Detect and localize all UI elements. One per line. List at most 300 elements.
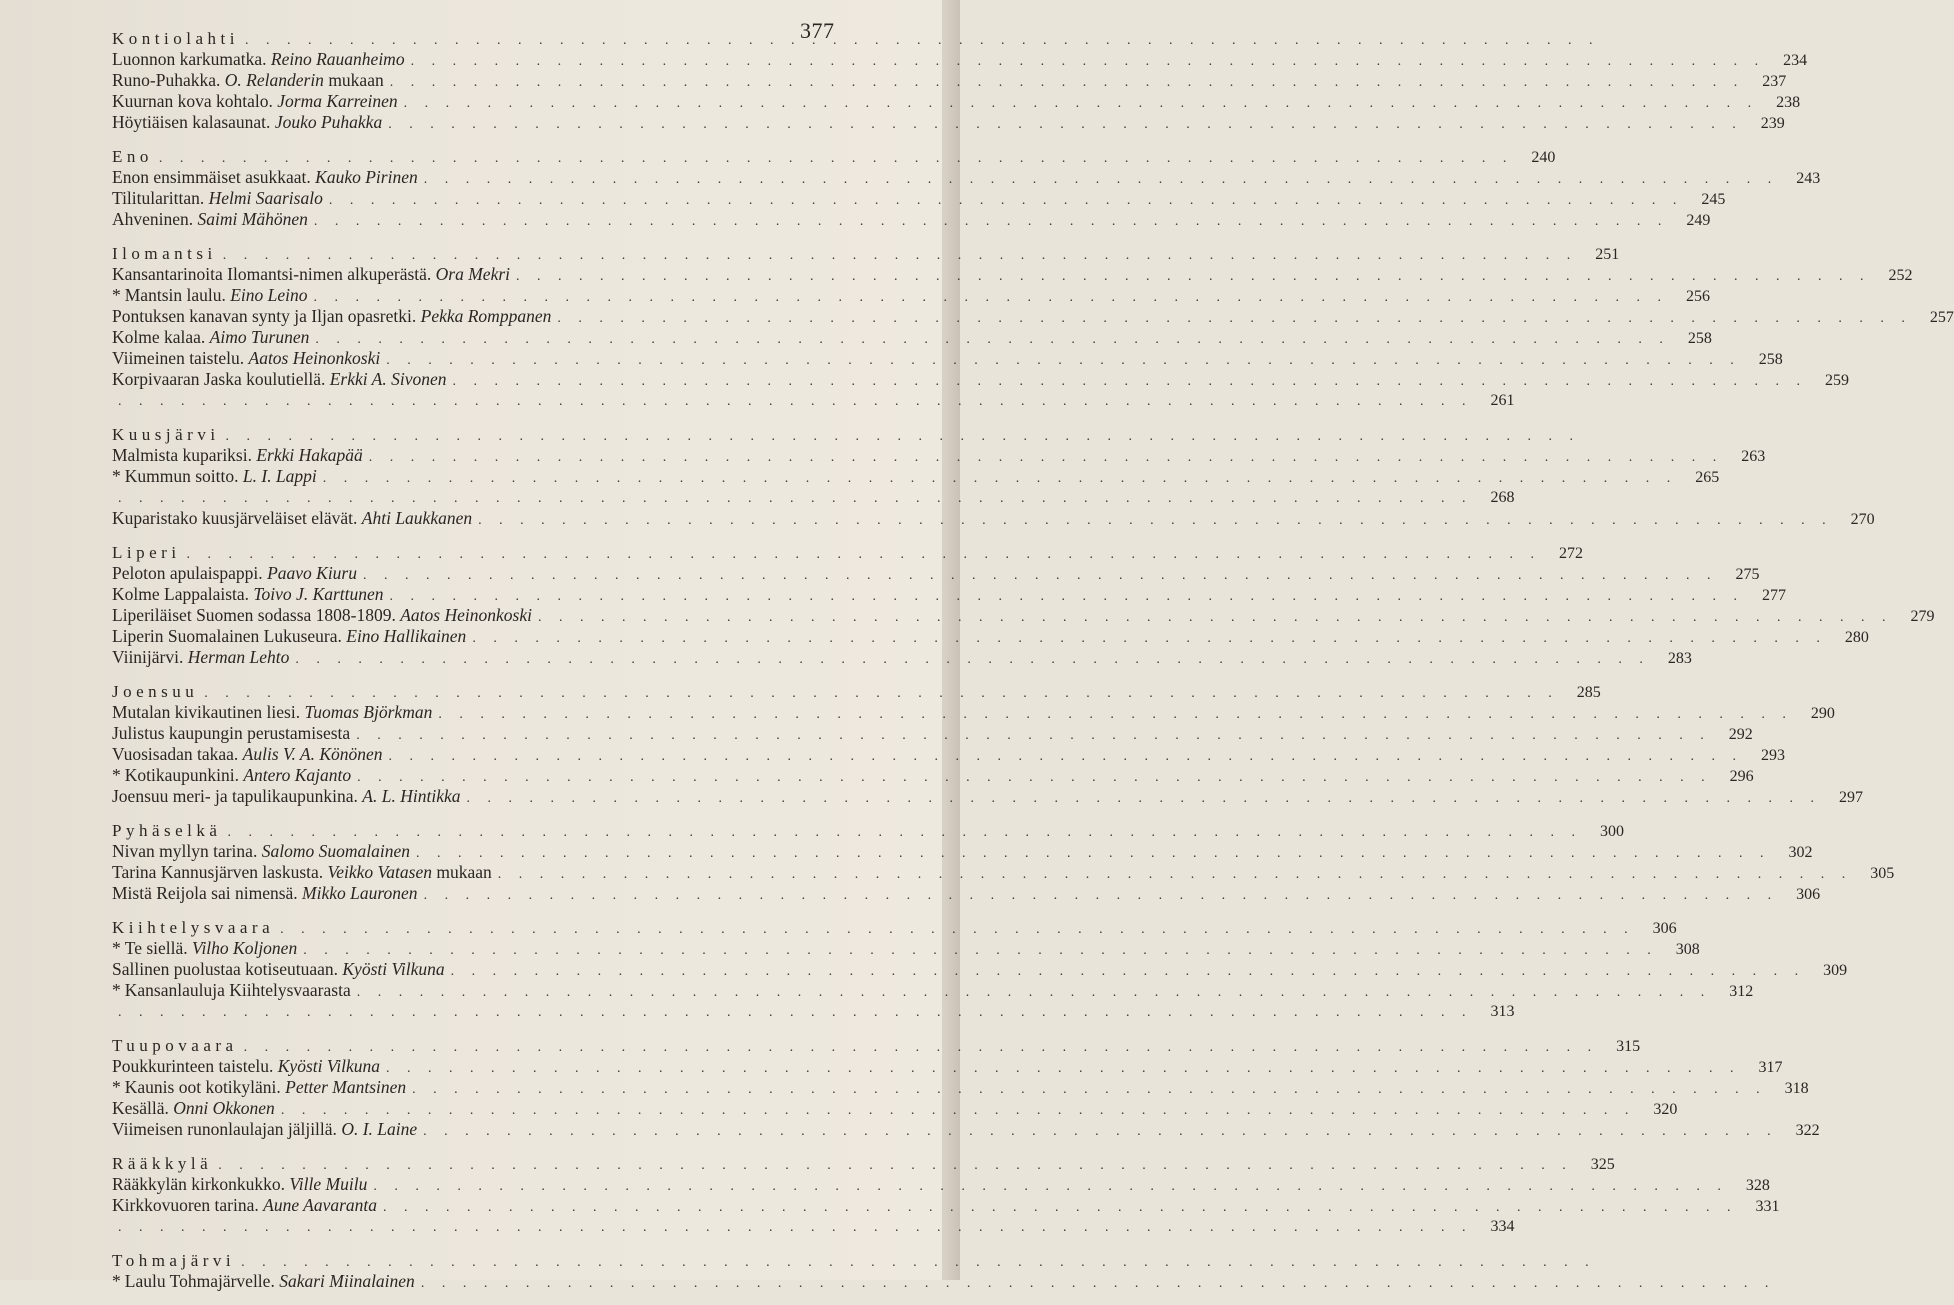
- dot-leader: [390, 586, 1745, 607]
- entry-title: Poukkurinteen taistelu.: [112, 1056, 274, 1076]
- entry-page-number: 331: [1755, 1198, 1780, 1215]
- entry-text: [112, 445, 363, 466]
- entry-title: Rääkkylän kirkonkukko.: [112, 1174, 286, 1194]
- toc-entry: [112, 786, 1863, 807]
- toc-entry: [112, 605, 1935, 626]
- entry-title: Viimeisen runonlaulajan jäljillä.: [112, 1119, 337, 1139]
- dot-leader: [118, 1217, 1473, 1238]
- entry-page-number: 308: [1675, 941, 1700, 958]
- entry-author: Aatos Heinonkoski: [248, 348, 381, 368]
- entry-text: [112, 306, 551, 327]
- entry-text: [112, 209, 308, 230]
- dot-leader: [281, 1100, 1636, 1121]
- toc-entry: [112, 1174, 1770, 1195]
- entry-text: [112, 167, 418, 188]
- dot-leader: [280, 919, 1635, 940]
- entry-page-number: 257: [1929, 309, 1954, 326]
- entry-author: Kauko Pirinen: [315, 167, 418, 187]
- dot-leader: [118, 1002, 1473, 1023]
- entry-text: [112, 188, 323, 209]
- toc-entry: [112, 390, 1515, 411]
- entry-title: Kesällä.: [112, 1098, 169, 1118]
- entry-page-number: 252: [1888, 267, 1913, 284]
- section-heading: [112, 243, 1620, 264]
- entry-page-number: 265: [1695, 469, 1720, 486]
- dot-leader: [118, 391, 1473, 412]
- entry-text: [112, 327, 309, 348]
- dot-leader: [329, 190, 1684, 211]
- toc-entry: [112, 841, 1813, 862]
- entry-text: [112, 980, 351, 1001]
- dot-leader: [323, 468, 1678, 489]
- page-number: 377: [800, 18, 835, 43]
- toc-entry: [112, 1195, 1780, 1216]
- entry-author: Helmi Saarisalo: [208, 188, 323, 208]
- poem-marker: *: [112, 980, 121, 1000]
- entry-page-number: 313: [1490, 1003, 1515, 1020]
- toc-entry: [112, 112, 1785, 133]
- section-page-number: 306: [1652, 920, 1677, 937]
- entry-text: [112, 786, 460, 807]
- toc-section: [112, 681, 1863, 807]
- entry-author: Herman Lehto: [187, 647, 290, 667]
- entry-author: Kyösti Vilkuna: [277, 1056, 380, 1076]
- entry-page-number: 283: [1667, 650, 1692, 667]
- dot-leader: [227, 822, 1582, 843]
- entry-page-number: 270: [1850, 511, 1875, 528]
- toc-entry: [112, 209, 1711, 230]
- dot-leader: [357, 982, 1712, 1003]
- entry-page-number: 296: [1729, 768, 1754, 785]
- entry-title: Vuosisadan takaa.: [112, 744, 239, 764]
- section-title: Kuusjärvi: [112, 425, 220, 444]
- entry-title: Enon ensimmäiset asukkaat.: [112, 167, 311, 187]
- entry-title: Kansanlauluja Kiihtelysvaarasta: [124, 980, 351, 1000]
- dot-leader: [538, 607, 1893, 628]
- toc-entry: [112, 723, 1753, 744]
- dot-leader: [314, 287, 1669, 308]
- toc-entry: [112, 1001, 1515, 1022]
- entry-title: Laulu Tohmajärvelle.: [124, 1271, 275, 1291]
- toc-entry: [112, 487, 1515, 508]
- entry-author: Pekka Romppanen: [420, 306, 552, 326]
- entry-title: Nivan myllyn tarina.: [112, 841, 258, 861]
- entry-page-number: 290: [1810, 705, 1835, 722]
- entry-author: Erkki A. Sivonen: [329, 369, 447, 389]
- entry-page-number: 306: [1796, 886, 1821, 903]
- entry-text: [112, 1195, 377, 1216]
- dot-leader: [451, 961, 1806, 982]
- dot-leader: [416, 843, 1771, 864]
- toc-entry: [112, 167, 1821, 188]
- toc-entry: [112, 1098, 1678, 1119]
- dot-leader: [383, 1197, 1738, 1218]
- dot-leader: [498, 864, 1853, 885]
- entry-author: Eino Hallikainen: [346, 626, 467, 646]
- entry-text: [112, 647, 289, 668]
- entry-title: Pontuksen kanavan synty ja Iljan opasretki.: [112, 306, 417, 326]
- toc-entry: [112, 702, 1835, 723]
- entry-author: Jouko Puhakka: [274, 112, 383, 132]
- dot-leader: [478, 510, 1833, 531]
- entry-page-number: 234: [1783, 52, 1808, 69]
- toc-entry: [112, 563, 1760, 584]
- entry-author: Eino Leino: [230, 285, 308, 305]
- entry-text: [112, 605, 532, 626]
- entry-text: [112, 348, 380, 369]
- dot-leader: [373, 1176, 1728, 1197]
- entry-title: Kolme kalaa.: [112, 327, 206, 347]
- dot-leader: [363, 565, 1718, 586]
- entry-author: Ora Mekri: [435, 264, 511, 284]
- entry-text: [112, 1174, 367, 1195]
- entry-text: [112, 91, 398, 112]
- dot-leader: [438, 704, 1793, 725]
- entry-page-number: 261: [1490, 392, 1515, 409]
- dot-leader: [466, 788, 1821, 809]
- dot-leader: [453, 371, 1808, 392]
- toc-entry: [112, 938, 1700, 959]
- section-heading: [112, 542, 1584, 563]
- entry-page-number: 245: [1701, 191, 1726, 208]
- entry-page-number: 302: [1788, 844, 1813, 861]
- entry-page-number: 305: [1870, 865, 1895, 882]
- dot-leader: [388, 114, 1743, 135]
- entry-page-number: 243: [1796, 170, 1821, 187]
- dot-leader: [516, 266, 1871, 287]
- poem-marker: *: [112, 285, 121, 305]
- entry-page-number: 256: [1686, 288, 1711, 305]
- toc-section: [112, 1153, 1780, 1237]
- section-heading: [112, 1250, 792, 1271]
- toc-section: [112, 424, 1875, 529]
- toc-entry: [112, 70, 1787, 91]
- section-page-number: 315: [1616, 1038, 1641, 1055]
- entry-title: Kirkkovuoren tarina.: [112, 1195, 259, 1215]
- section-title: Liperi: [112, 543, 181, 562]
- section-heading: [112, 1153, 1615, 1174]
- entry-page-number: 258: [1687, 330, 1712, 347]
- entry-author: Petter Mantsinen: [285, 1077, 407, 1097]
- entry-text: [112, 626, 466, 647]
- toc-entry: [112, 1119, 1820, 1140]
- entry-text: [112, 959, 445, 980]
- entry-page-number: 239: [1760, 115, 1785, 132]
- entry-title: Mutalan kivikautinen liesi.: [112, 702, 301, 722]
- section-page-number: 300: [1599, 823, 1624, 840]
- dot-leader: [159, 148, 1514, 169]
- section-title: Ilomantsi: [112, 244, 217, 263]
- dot-leader: [241, 1252, 1596, 1273]
- entry-text: [112, 285, 308, 306]
- entry-author: O. I. Laine: [341, 1119, 418, 1139]
- entry-title: Kolme Lappalaista.: [112, 584, 250, 604]
- toc-entry: [112, 369, 1850, 390]
- toc-entry: [112, 91, 1801, 112]
- toc-entry: [112, 306, 1954, 327]
- entry-author: Aimo Turunen: [209, 327, 310, 347]
- section-page-number: 251: [1595, 246, 1620, 263]
- toc-section: [112, 146, 1821, 230]
- dot-leader: [356, 725, 1711, 746]
- toc-section: [112, 243, 1954, 411]
- dot-leader: [472, 628, 1827, 649]
- entry-author: Veikko Vatasen: [327, 862, 432, 882]
- entry-title: Liperiläiset Suomen sodassa 1808-1809.: [112, 605, 396, 625]
- section-heading: [112, 917, 1677, 938]
- entry-text: [112, 1056, 380, 1077]
- entry-page-number: 328: [1745, 1177, 1770, 1194]
- dot-leader: [245, 30, 1600, 51]
- section-page-number: 240: [1531, 149, 1556, 166]
- entry-page-number: 263: [1741, 448, 1766, 465]
- section-heading: [112, 424, 792, 445]
- entry-text: [112, 723, 350, 744]
- dot-leader: [423, 1121, 1778, 1142]
- entry-text: [112, 369, 447, 390]
- section-heading: [112, 681, 1601, 702]
- entry-suffix: mukaan: [328, 70, 384, 90]
- entry-page-number: 268: [1490, 489, 1515, 506]
- entry-title: Korpivaaran Jaska koulutiellä.: [112, 369, 326, 389]
- entry-text: [112, 765, 351, 786]
- dot-leader: [315, 329, 1670, 350]
- toc-section: [112, 542, 1935, 668]
- section-title: Tuupovaara: [112, 1036, 238, 1055]
- toc-entry: [112, 626, 1869, 647]
- entry-title: Viimeinen taistelu.: [112, 348, 245, 368]
- entry-title: Joensuu meri- ja tapulikaupunkina.: [112, 786, 358, 806]
- poem-marker: *: [112, 1077, 121, 1097]
- entry-title: Ahveninen.: [112, 209, 194, 229]
- toc-entry: [112, 1271, 792, 1292]
- dot-leader: [411, 51, 1766, 72]
- toc-entry: [112, 188, 1726, 209]
- toc-section: [112, 820, 1895, 904]
- entry-text: [112, 508, 472, 529]
- dot-leader: [386, 350, 1741, 371]
- dot-leader: [314, 211, 1669, 232]
- entry-page-number: 318: [1784, 1080, 1809, 1097]
- dot-leader: [389, 746, 1744, 767]
- toc-entry: [112, 862, 1895, 883]
- entry-title: Luonnon karkumatka.: [112, 49, 267, 69]
- toc-entry: [112, 49, 1808, 70]
- entry-author: Antero Kajanto: [243, 765, 352, 785]
- dot-leader: [404, 93, 1759, 114]
- dot-leader: [118, 488, 1473, 509]
- entry-title: Kummun soitto.: [124, 466, 239, 486]
- dot-leader: [226, 426, 1581, 447]
- entry-page-number: 237: [1762, 73, 1787, 90]
- entry-page-number: 280: [1844, 629, 1869, 646]
- entry-title: Mantsin laulu.: [124, 285, 226, 305]
- entry-page-number: 320: [1653, 1101, 1678, 1118]
- toc-entry: [112, 348, 1783, 369]
- toc-entry: [112, 1077, 1809, 1098]
- poem-marker: *: [112, 1271, 121, 1291]
- entry-page-number: 249: [1686, 212, 1711, 229]
- entry-title: Kuparistako kuusjärveläiset elävät.: [112, 508, 358, 528]
- dot-leader: [424, 169, 1779, 190]
- toc-entry: [112, 285, 1711, 306]
- entry-author: Kyösti Vilkuna: [342, 959, 445, 979]
- dot-leader: [557, 308, 1912, 329]
- entry-text: [112, 1077, 406, 1098]
- dot-leader: [390, 72, 1745, 93]
- entry-text: [112, 49, 405, 70]
- entry-author: Aune Aavaranta: [263, 1195, 378, 1215]
- entry-text: [112, 1271, 415, 1292]
- section-title: Rääkkylä: [112, 1154, 213, 1173]
- entry-title: Runo-Puhakka.: [112, 70, 221, 90]
- poem-marker: *: [112, 765, 121, 785]
- entry-title: Tilitularittan.: [112, 188, 205, 208]
- entry-author: Aatos Heinonkoski: [400, 605, 532, 625]
- entry-page-number: 259: [1825, 372, 1850, 389]
- entry-author: L. I. Lappi: [242, 466, 317, 486]
- entry-author: Salomo Suomalainen: [261, 841, 410, 861]
- toc-entry: [112, 765, 1754, 786]
- entry-page-number: 275: [1735, 566, 1760, 583]
- entry-author: Jorma Karreinen: [277, 91, 398, 111]
- toc-entry: [112, 327, 1712, 348]
- entry-page-number: 317: [1758, 1059, 1783, 1076]
- toc-entry: [112, 466, 1720, 487]
- dot-leader: [218, 1155, 1573, 1176]
- entry-author: Ville Muilu: [289, 1174, 368, 1194]
- entry-author: Paavo Kiuru: [267, 563, 357, 583]
- entry-author: Saimi Mähönen: [197, 209, 308, 229]
- entry-author: A. L. Hintikka: [362, 786, 461, 806]
- entry-author: Reino Rauanheimo: [270, 49, 405, 69]
- section-heading: [112, 820, 1624, 841]
- entry-title: Tarina Kannusjärven laskusta.: [112, 862, 324, 882]
- entry-page-number: 258: [1758, 351, 1783, 368]
- toc-entry: [112, 1216, 1515, 1237]
- section-title: Kiihtelysvaara: [112, 918, 275, 937]
- dot-leader: [369, 447, 1724, 468]
- entry-title: Peloton apulaispappi.: [112, 563, 263, 583]
- entry-author: Ahti Laukkanen: [361, 508, 473, 528]
- entry-title: Julistus kaupungin perustamisesta: [112, 723, 351, 743]
- entry-page-number: 238: [1776, 94, 1801, 111]
- entry-text: [112, 112, 382, 133]
- entry-page-number: 279: [1910, 608, 1935, 625]
- entry-author: O. Relanderin: [224, 70, 324, 90]
- dot-leader: [303, 940, 1658, 961]
- entry-title: Kaunis oot kotikyläni.: [124, 1077, 281, 1097]
- poem-marker: *: [112, 938, 121, 958]
- toc-entry: [112, 744, 1786, 765]
- section-title: Kontiolahti: [112, 29, 239, 48]
- entry-text: [112, 862, 492, 883]
- entry-title: Te siellä.: [124, 938, 188, 958]
- entry-text: [112, 563, 357, 584]
- section-page-number: 272: [1559, 545, 1584, 562]
- entry-author: Toivo J. Karttunen: [253, 584, 384, 604]
- section-title: Joensuu: [112, 682, 199, 701]
- dot-leader: [412, 1079, 1767, 1100]
- dot-leader: [357, 767, 1712, 788]
- entry-text: [112, 264, 510, 285]
- entry-page-number: 277: [1762, 587, 1787, 604]
- entry-title: Malmista kupariksi.: [112, 445, 252, 465]
- entry-text: [112, 702, 432, 723]
- toc-entry: [112, 264, 1913, 285]
- entry-text: [112, 70, 384, 91]
- toc-section: [112, 1035, 1820, 1140]
- dot-leader: [244, 1037, 1599, 1058]
- entry-author: Aulis V. A. Könönen: [242, 744, 383, 764]
- toc-entry: [112, 508, 1875, 529]
- entry-page-number: 309: [1823, 962, 1848, 979]
- entry-author: Mikko Lauronen: [302, 883, 418, 903]
- entry-page-number: 297: [1838, 789, 1863, 806]
- section-title: Pyhäselkä: [112, 821, 222, 840]
- entry-text: [112, 466, 317, 487]
- entry-title: Kotikaupunkini.: [124, 765, 239, 785]
- section-page-number: 325: [1590, 1156, 1615, 1173]
- toc-section: [112, 917, 1848, 1022]
- section-heading: [112, 1035, 1641, 1056]
- entry-page-number: 293: [1761, 747, 1786, 764]
- toc-entry: [112, 1056, 1783, 1077]
- entry-author: Sakari Miinalainen: [279, 1271, 415, 1291]
- entry-title: Kuurnan kova kohtalo.: [112, 91, 273, 111]
- entry-text: [112, 883, 418, 904]
- entry-title: Viinijärvi.: [112, 647, 184, 667]
- entry-text: [112, 584, 384, 605]
- section-title: Eno: [112, 147, 153, 166]
- entry-author: Tuomas Björkman: [304, 702, 433, 722]
- entry-title: Höytiäisen kalasaunat.: [112, 112, 271, 132]
- entry-page-number: 334: [1490, 1218, 1515, 1235]
- dot-leader: [386, 1058, 1741, 1079]
- toc-entry: [112, 584, 1787, 605]
- entry-text: [112, 744, 383, 765]
- entry-text: [112, 938, 297, 959]
- entry-page-number: 322: [1795, 1122, 1820, 1139]
- entry-author: Erkki Hakapää: [256, 445, 363, 465]
- entry-title: Kansantarinoita Ilomantsi-nimen alkuperästä.: [112, 264, 432, 284]
- dot-leader: [223, 245, 1578, 266]
- section-page-number: 285: [1576, 684, 1601, 701]
- dot-leader: [421, 1273, 1776, 1294]
- entry-page-number: 292: [1728, 726, 1753, 743]
- toc-entry: [112, 445, 1766, 466]
- poem-marker: *: [112, 466, 121, 486]
- entry-author: Onni Okkonen: [173, 1098, 275, 1118]
- toc-entry: [112, 980, 1754, 1001]
- entry-text: [112, 1098, 275, 1119]
- entry-suffix: mukaan: [436, 862, 492, 882]
- section-heading: [112, 146, 1556, 167]
- toc-entry: [112, 647, 1692, 668]
- dot-leader: [204, 683, 1559, 704]
- entry-text: [112, 1119, 417, 1140]
- entry-title: Mistä Reijola sai nimensä.: [112, 883, 298, 903]
- dot-leader: [187, 544, 1542, 565]
- section-title: Tohmajärvi: [112, 1251, 236, 1270]
- toc-section: [112, 1250, 792, 1292]
- toc-entry: [112, 959, 1848, 980]
- dot-leader: [424, 885, 1779, 906]
- section-heading: [112, 28, 792, 49]
- entry-page-number: 312: [1729, 983, 1754, 1000]
- dot-leader: [295, 649, 1650, 670]
- entry-title: Liperin Suomalainen Lukuseura.: [112, 626, 342, 646]
